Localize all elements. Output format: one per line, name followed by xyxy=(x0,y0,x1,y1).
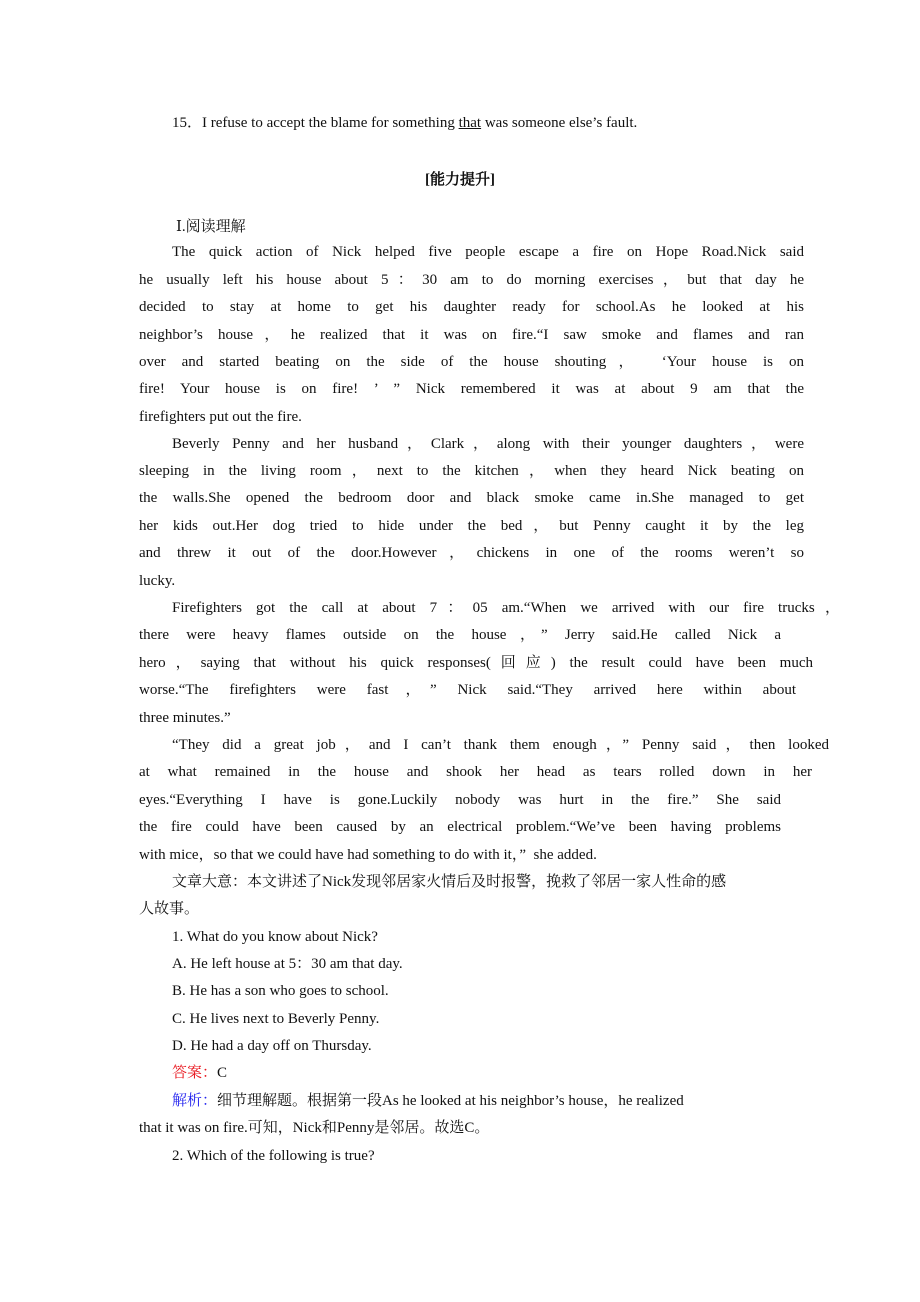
passage-line: three minutes.” xyxy=(139,710,231,726)
passage-line: worse.“The firefighters were fast，” Nick said.“They arrived here within about xyxy=(139,682,796,698)
analysis-text: 细节理解题。根据第一段As he looked at his neighbor’s house，he realized xyxy=(217,1093,684,1109)
passage-line: the fire could have been caused by an electrical problem.“We’ve been having problems xyxy=(139,819,781,835)
analysis-label: 解析： xyxy=(172,1093,218,1109)
passage-line: “They did a great job，and I can’t thank them enough，” Penny said，then looked xyxy=(172,737,829,753)
part-title: Ⅰ.阅读理解 xyxy=(176,219,246,235)
passage-line: neighbor’s house，he realized that it was on fire.“I saw smoke and flames and ran xyxy=(139,327,804,343)
passage-line: with mice，so that we could have had something to do with it，” she added. xyxy=(139,847,597,863)
passage-line: Firefighters got the call at about 7：05 am.“When we arrived with our fire trucks， xyxy=(172,600,840,616)
summary-line: 人故事。 xyxy=(139,901,200,917)
analysis-line xyxy=(172,1092,684,1110)
answer-line xyxy=(172,1064,227,1082)
answer-label: 答案： xyxy=(172,1065,218,1081)
passage-line: lucky. xyxy=(139,573,176,589)
q15-text-end: was someone else’s fault. xyxy=(481,115,638,131)
passage-line: there were heavy flames outside on the house，” Jerry said.He called Nick a xyxy=(139,627,781,643)
underlined-word: that xyxy=(458,115,482,131)
option-c: C. He lives next to Beverly Penny. xyxy=(172,1011,380,1027)
passage-line: hero，saying that without his quick responses(回应) the result could have been much xyxy=(139,655,813,671)
passage-line: decided to stay at home to get his daughter ready for school.As he looked at his xyxy=(139,299,804,315)
passage-line: her kids out.Her dog tried to hide under the bed，but Penny caught it by the leg xyxy=(139,518,804,534)
passage-line: over and started beating on the side of the house shouting， ‘Your house is on xyxy=(139,354,804,370)
passage-line: sleeping in the living room，next to the kitchen，when they heard Nick beating on xyxy=(139,463,804,479)
passage-line: The quick action of Nick helped five people escape a fire on Hope Road.Nick said xyxy=(172,244,804,260)
question-number: 15． xyxy=(172,115,203,131)
passage-line: firefighters put out the fire. xyxy=(139,409,302,425)
question-1: 1. What do you know about Nick? xyxy=(172,929,378,945)
option-a: A. He left house at 5：30 am that day. xyxy=(172,956,403,972)
question-15 xyxy=(172,114,637,132)
passage-line: at what remained in the house and shook her head as tears rolled down in her xyxy=(139,764,812,780)
passage-line: Beverly Penny and her husband，Clark，along with their younger daughters，were xyxy=(172,436,804,452)
summary-line: 文章大意：本文讲述了Nick发现邻居家火情后及时报警，挽救了邻居一家人性命的感 xyxy=(172,874,727,890)
passage-line: fire! Your house is on fire! ’ ” Nick remembered it was at about 9 am that the xyxy=(139,381,804,397)
option-b: B. He has a son who goes to school. xyxy=(172,983,389,999)
q15-text: I refuse to accept the blame for something xyxy=(202,115,459,131)
passage-line: eyes.“Everything I have is gone.Luckily nobody was hurt in the fire.” She said xyxy=(139,792,781,808)
passage-line: and threw it out of the door.However，chickens in one of the rooms weren’t so xyxy=(139,545,804,561)
passage-line: the walls.She opened the bedroom door and black smoke came in.She managed to get xyxy=(139,490,804,506)
passage-line: he usually left his house about 5：30 am to do morning exercises，but that day he xyxy=(139,272,804,288)
question-2: 2. Which of the following is true? xyxy=(172,1148,375,1164)
analysis-line: that it was on fire.可知，Nick和Penny是邻居。故选C。 xyxy=(139,1120,490,1136)
section-heading: [能力提升] xyxy=(425,172,495,188)
answer-value: C xyxy=(217,1065,228,1081)
option-d: D. He had a day off on Thursday. xyxy=(172,1038,372,1054)
